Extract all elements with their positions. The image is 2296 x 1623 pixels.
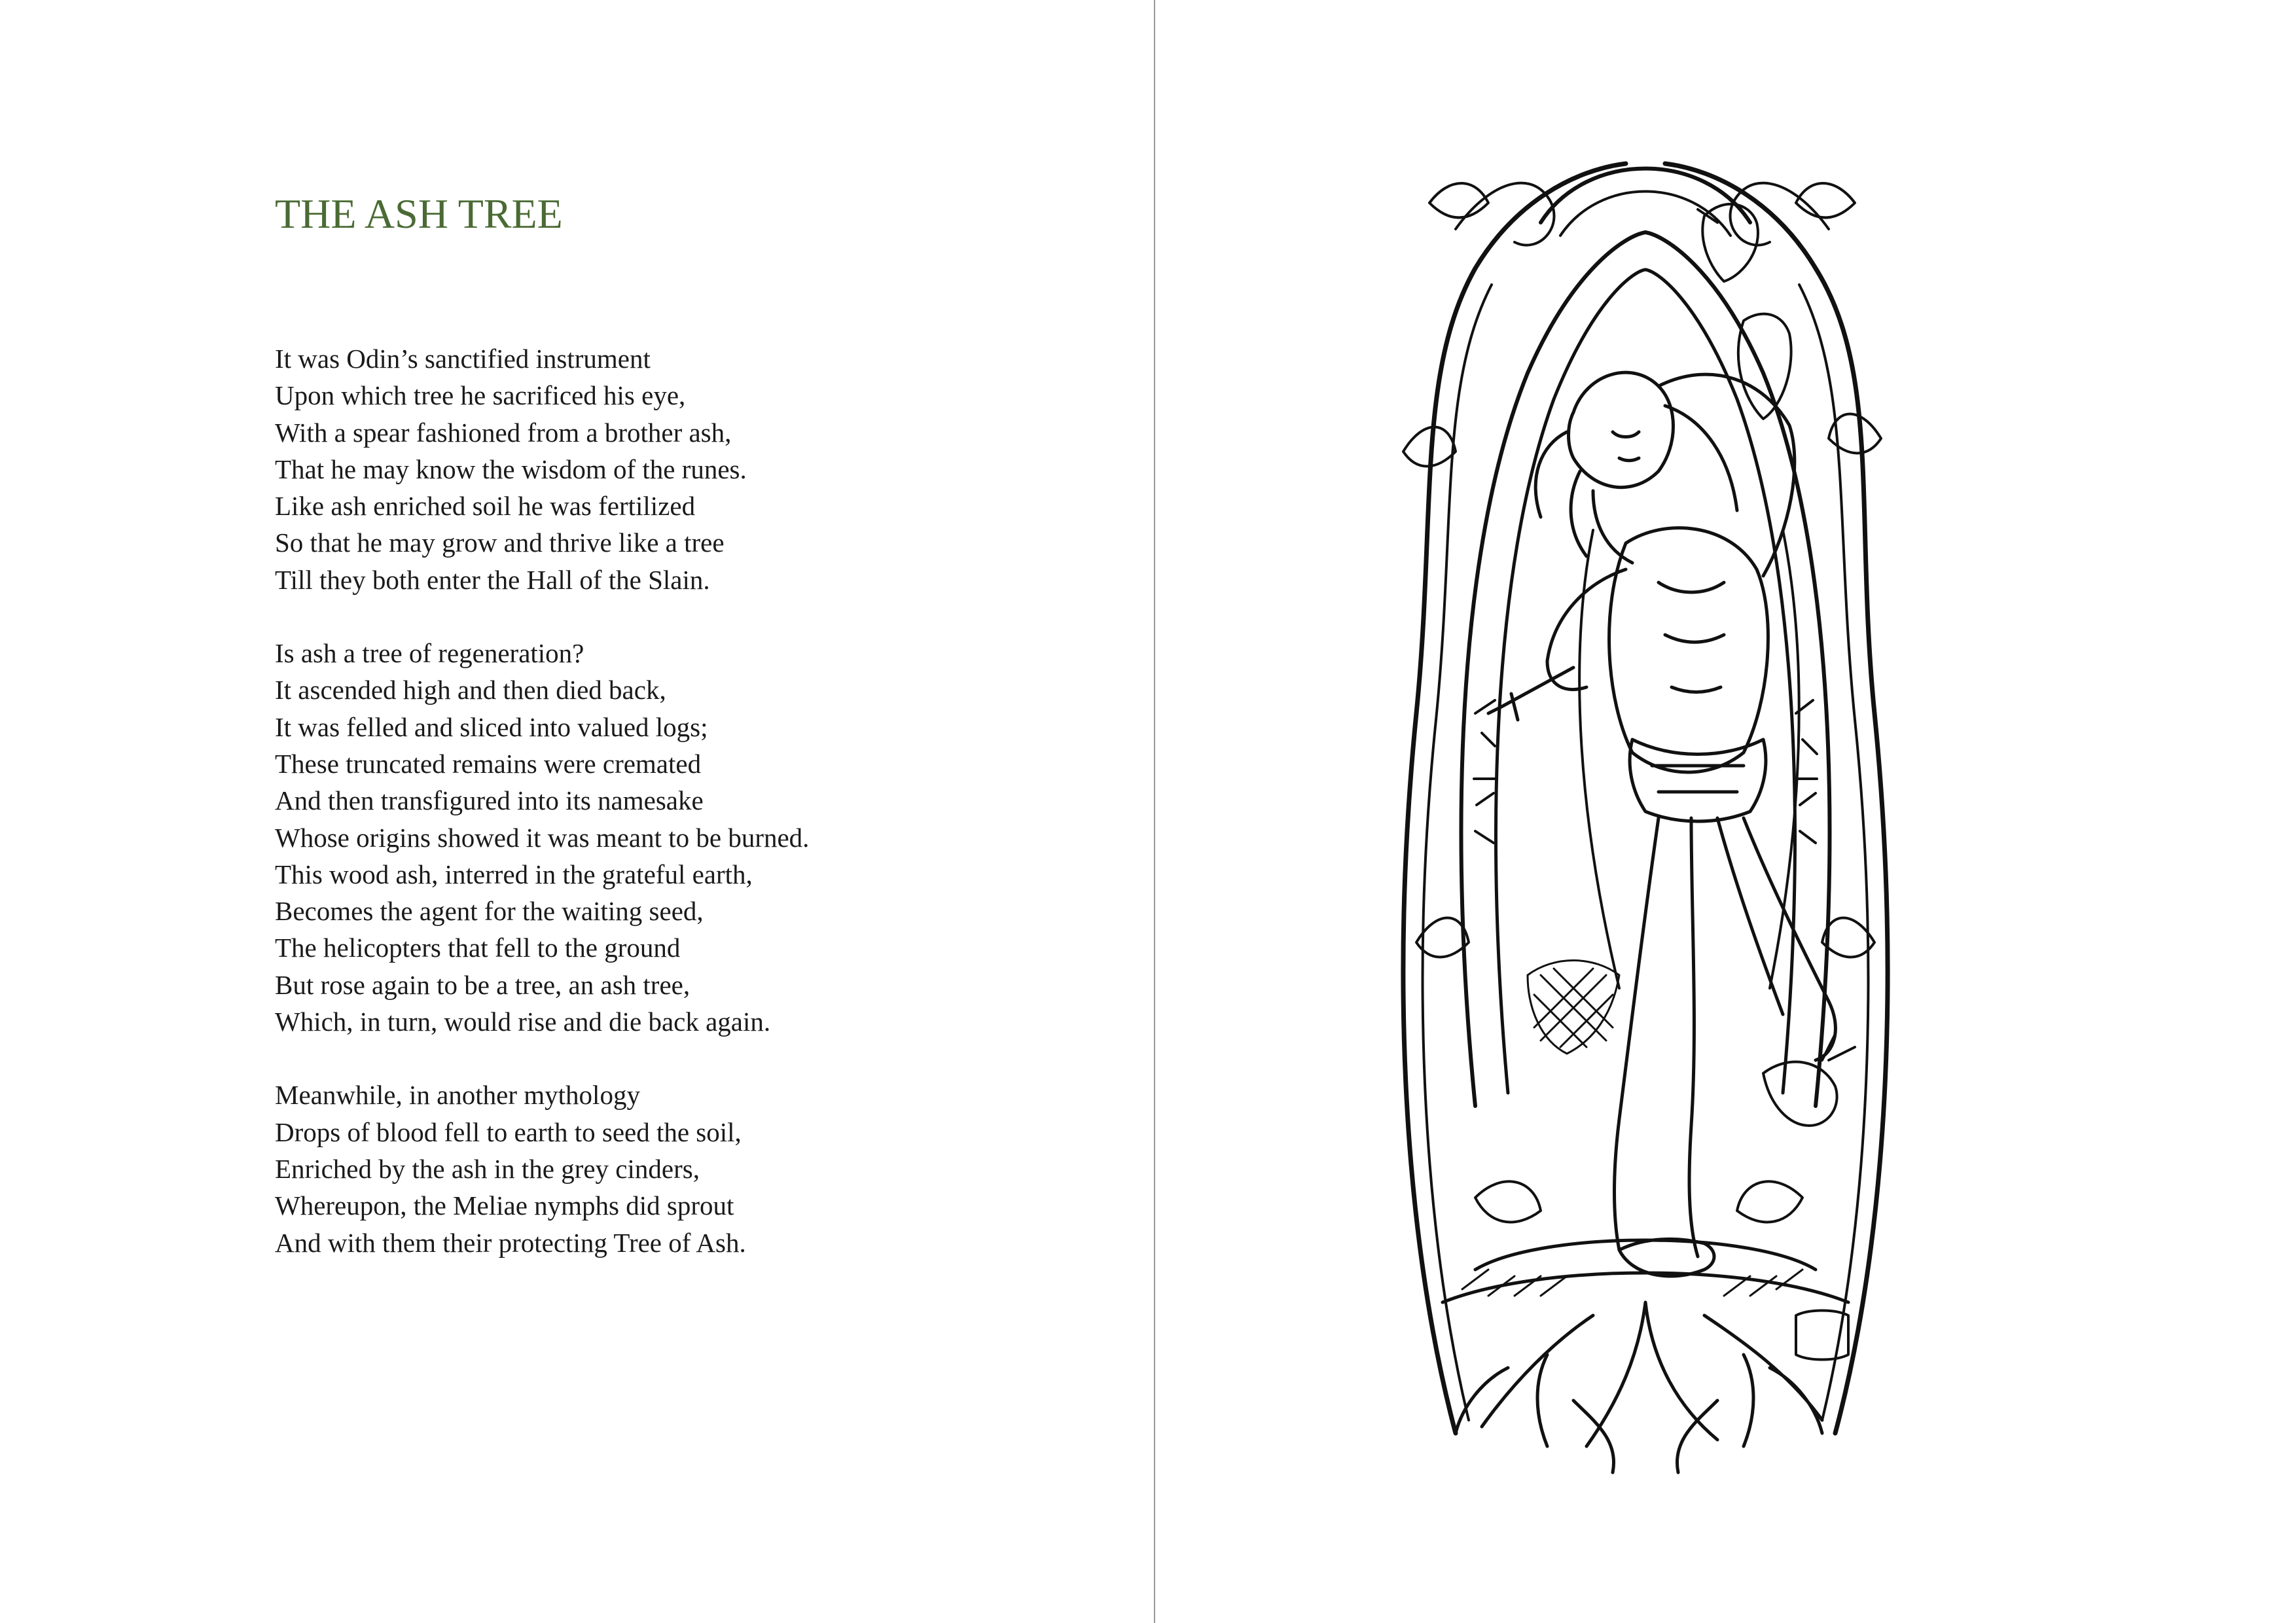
poem-line: Which, in turn, would rise and die back again. (275, 1007, 771, 1037)
poem-line: These truncated remains were cremated (275, 748, 702, 779)
stanza-1 (275, 340, 1126, 598)
poem-line: Enriched by the ash in the grey cinders, (275, 1153, 700, 1184)
poem-line: Whereupon, the Meliae nymphs did sprout (275, 1190, 734, 1221)
poem-line: But rose again to be a tree, an ash tree, (275, 969, 691, 1000)
poem-line: And with them their protecting Tree of Ash. (275, 1227, 746, 1258)
poem-title: THE ASH TREE (275, 190, 563, 237)
poem-line: Like ash enriched soil he was fertilized (275, 491, 696, 522)
poem-line: Till they both enter the Hall of the Slain. (275, 564, 710, 595)
poem-line: Is ash a tree of regeneration? (275, 638, 584, 669)
poem-line: Meanwhile, in another mythology (275, 1080, 640, 1111)
page-gutter (1154, 0, 1155, 1623)
poem-line: With a spear fashioned from a brother ash, (275, 417, 732, 448)
right-page (1156, 0, 2296, 1623)
poem-line: It was Odin’s sanctified instrument (275, 344, 651, 374)
stanza-2 (275, 635, 1126, 1040)
poem-line: Upon which tree he sacrificed his eye, (275, 380, 686, 411)
poem-line: It ascended high and then died back, (275, 675, 666, 705)
poem-line: That he may know the wisdom of the runes. (275, 454, 747, 484)
poem-line: Whose origins showed it was meant to be burned. (275, 822, 810, 853)
poem-line: This wood ash, interred in the grateful earth, (275, 859, 753, 889)
stanza-3 (275, 1077, 1126, 1260)
poem-line: The helicopters that fell to the ground (275, 933, 681, 963)
odin-illustration (1377, 124, 1909, 1512)
poem-line: So that he may grow and thrive like a tree (275, 527, 725, 558)
poem-line: And then transfigured into its namesake (275, 785, 704, 816)
poem-line: Becomes the agent for the waiting seed, (275, 896, 704, 927)
poem-line: Drops of blood fell to earth to seed the soil, (275, 1116, 742, 1147)
poem-body (275, 340, 1126, 1298)
poem-line: It was felled and sliced into valued logs; (275, 711, 708, 742)
